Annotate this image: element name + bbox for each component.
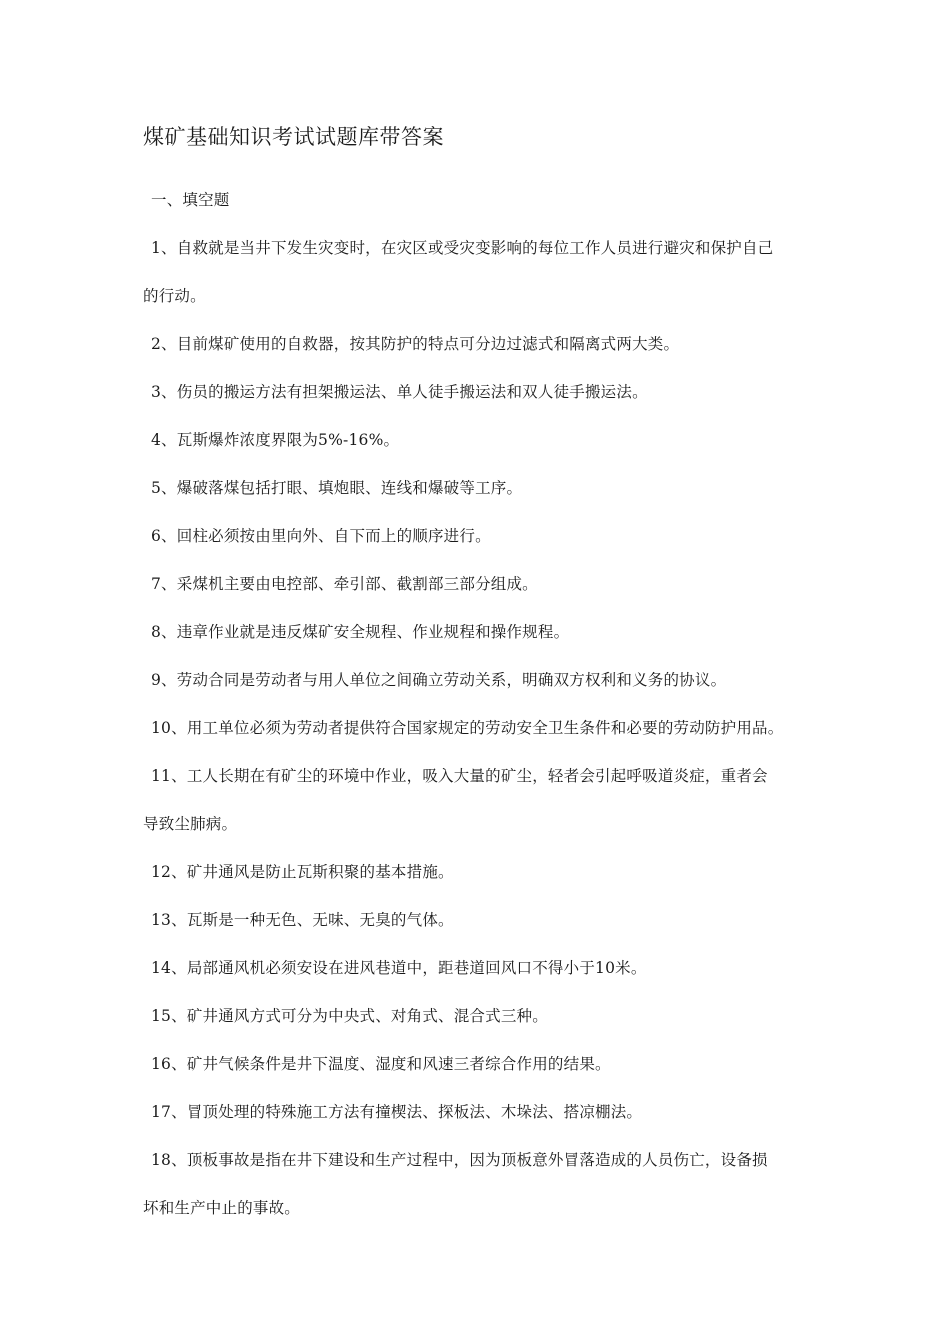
question-line: 7、采煤机主要由电控部、牵引部、截割部三部分组成。 — [151, 575, 538, 593]
question-line: 1、自救就是当井下发生灾变时，在灾区或受灾变影响的每位工作人员进行避灾和保护自己 — [151, 239, 774, 257]
question-line: 3、伤员的搬运方法有担架搬运法、单人徒手搬运法和双人徒手搬运法。 — [151, 383, 648, 401]
question-line-continuation: 坏和生产中止的事故。 — [143, 1199, 301, 1217]
question-line: 9、劳动合同是劳动者与用人单位之间确立劳动关系，明确双方权利和义务的协议。 — [151, 671, 727, 689]
question-line-continuation: 导致尘肺病。 — [143, 815, 238, 833]
question-line: 11、工人长期在有矿尘的环境中作业，吸入大量的矿尘，轻者会引起呼吸道炎症，重者会 — [151, 767, 768, 785]
question-line-continuation: 的行动。 — [143, 287, 206, 305]
question-line: 2、目前煤矿使用的自救器，按其防护的特点可分边过滤式和隔离式两大类。 — [151, 335, 680, 353]
question-line: 8、违章作业就是违反煤矿安全规程、作业规程和操作规程。 — [151, 623, 570, 641]
question-line: 18、顶板事故是指在井下建设和生产过程中，因为顶板意外冒落造成的人员伤亡，设备损 — [151, 1151, 768, 1169]
question-line: 13、瓦斯是一种无色、无味、无臭的气体。 — [151, 911, 454, 929]
question-line: 17、冒顶处理的特殊施工方法有撞楔法、探板法、木垛法、搭凉棚法。 — [151, 1103, 643, 1121]
question-line: 12、矿井通风是防止瓦斯积聚的基本措施。 — [151, 863, 454, 881]
question-line: 5、爆破落煤包括打眼、填炮眼、连线和爆破等工序。 — [151, 479, 523, 497]
question-line: 10、用工单位必须为劳动者提供符合国家规定的劳动安全卫生条件和必要的劳动防护用品。 — [151, 719, 784, 737]
document-title: 煤矿基础知识考试试题库带答案 — [143, 125, 444, 149]
question-line: 6、回柱必须按由里向外、自下而上的顺序进行。 — [151, 527, 491, 545]
question-line: 14、局部通风机必须安设在进风巷道中，距巷道回风口不得小于10米。 — [151, 959, 647, 977]
question-line: 16、矿井气候条件是井下温度、湿度和风速三者综合作用的结果。 — [151, 1055, 611, 1073]
question-line: 4、瓦斯爆炸浓度界限为5%-16%。 — [151, 431, 400, 449]
section-heading: 一、填空题 — [151, 191, 230, 209]
question-line: 15、矿井通风方式可分为中央式、对角式、混合式三种。 — [151, 1007, 548, 1025]
